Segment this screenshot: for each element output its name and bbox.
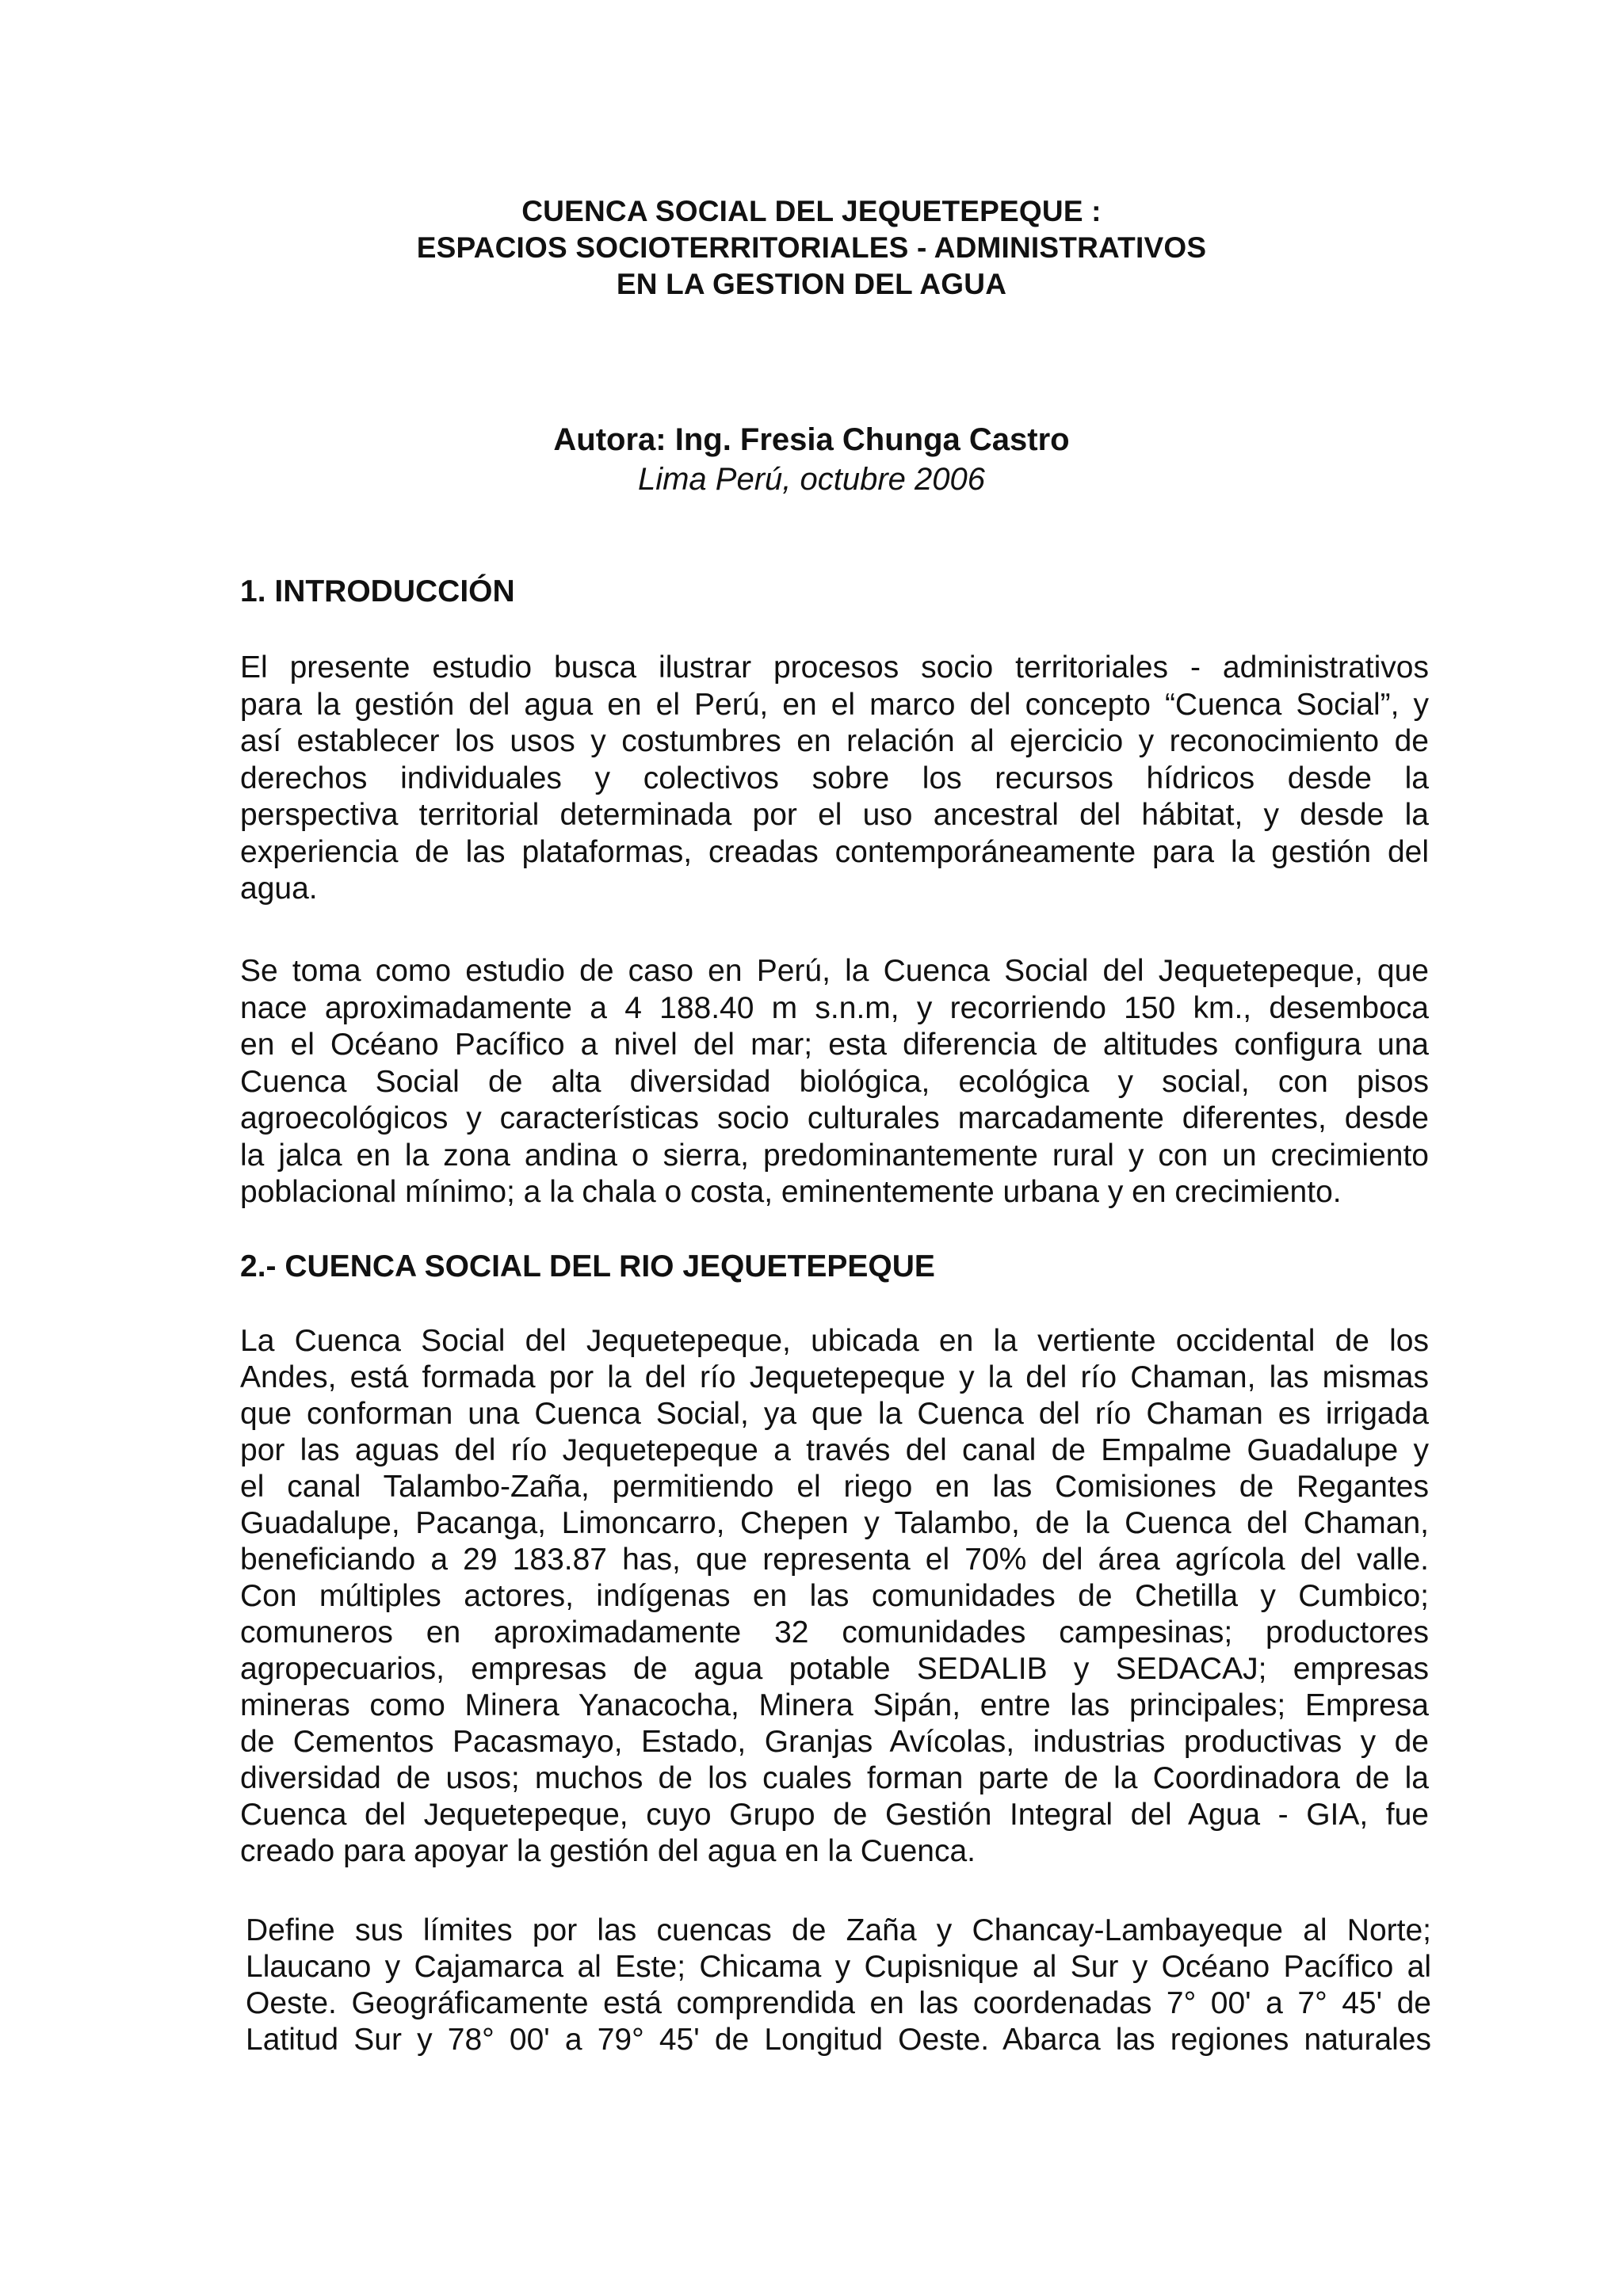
text-line: comuneros en aproximadamente 32 comunidades campesinas; productores	[240, 1615, 1429, 1650]
text-line: diversidad de usos; muchos de los cuales forman parte de la Coordinadora de la	[240, 1761, 1429, 1795]
section-heading-cuenca-social: 2.- CUENCA SOCIAL DEL RIO JEQUETEPEQUE	[240, 1249, 935, 1283]
text-line: Cuenca Social de alta diversidad biológica, ecológica y social, con pisos	[240, 1064, 1429, 1099]
text-line: Guadalupe, Pacanga, Limoncarro, Chepen y Talambo, de la Cuenca del Chaman,	[240, 1506, 1429, 1540]
text-line: el canal Talambo-Zaña, permitiendo el riego en las Comisiones de Regantes	[240, 1470, 1429, 1504]
text-line: Define sus límites por las cuencas de Zaña y Chancay-Lambayeque al Norte;	[246, 1913, 1431, 1947]
paragraph	[240, 650, 1429, 908]
text-line: beneficiando a 29 183.87 has, que representa el 70% del área agrícola del valle.	[240, 1543, 1429, 1577]
text-line: Se toma como estudio de caso en Perú, la Cuenca Social del Jequetepeque, que	[240, 954, 1429, 988]
text-line: creado para apoyar la gestión del agua en la Cuenca.	[240, 1834, 976, 1868]
text-line: La Cuenca Social del Jequetepeque, ubicada en la vertiente occidental de los	[240, 1324, 1429, 1358]
text-line: experiencia de las plataformas, creadas contemporáneamente para la gestión del	[240, 834, 1429, 869]
text-line: Latitud Sur y 78° 00' a 79° 45' de Longitud Oeste. Abarca las regiones naturales	[246, 2023, 1431, 2057]
text-line: Llaucano y Cajamarca al Este; Chicama y Cupisnique al Sur y Océano Pacífico al	[246, 1950, 1431, 1984]
text-line: derechos individuales y colectivos sobre los recursos hídricos desde la	[240, 761, 1429, 795]
title-line: ESPACIOS SOCIOTERRITORIALES - ADMINISTRATIVOS	[416, 231, 1207, 264]
paragraph	[240, 953, 1429, 1211]
author-name: Autora: Ing. Fresia Chunga Castro	[553, 422, 1070, 457]
author-block	[0, 420, 1623, 499]
text-line: la jalca en la zona andina o sierra, predominantemente rural y con un crecimiento	[240, 1138, 1429, 1173]
text-line: mineras como Minera Yanacocha, Minera Sipán, entre las principales; Empresa	[240, 1688, 1429, 1722]
text-line: para la gestión del agua en el Perú, en el marco del concepto “Cuenca Social”, y	[240, 687, 1429, 722]
text-line: Cuenca del Jequetepeque, cuyo Grupo de Gestión Integral del Agua - GIA, fue	[240, 1798, 1429, 1832]
text-line: agropecuarios, empresas de agua potable SEDALIB y SEDACAJ; empresas	[240, 1652, 1429, 1686]
text-line: en el Océano Pacífico a nivel del mar; esta diferencia de altitudes configura una	[240, 1028, 1429, 1062]
text-line: El presente estudio busca ilustrar procesos socio territoriales - administrativos	[240, 650, 1429, 685]
title-line: CUENCA SOCIAL DEL JEQUETEPEQUE :	[521, 195, 1102, 227]
document-title	[0, 193, 1623, 303]
author-place-date: Lima Perú, octubre 2006	[637, 462, 986, 497]
text-line: por las aguas del río Jequetepeque a través del canal de Empalme Guadalupe y	[240, 1433, 1429, 1467]
text-line: nace aproximadamente a 4 188.40 m s.n.m, y recorriendo 150 km., desemboca	[240, 990, 1429, 1025]
paragraph	[240, 1323, 1429, 1870]
text-line: Oeste. Geográficamente está comprendida en las coordenadas 7° 00' a 7° 45' de	[246, 1986, 1431, 2020]
text-line: Andes, está formada por la del río Jequetepeque y la del río Chaman, las mismas	[240, 1360, 1429, 1394]
text-line: que conforman una Cuenca Social, ya que la Cuenca del río Chaman es irrigada	[240, 1397, 1429, 1431]
text-line: agroecológicos y características socio culturales marcadamente diferentes, desde	[240, 1101, 1429, 1135]
text-line: agua.	[240, 871, 318, 906]
text-line: de Cementos Pacasmayo, Estado, Granjas Avícolas, industrias productivas y de	[240, 1725, 1429, 1759]
paragraph	[246, 1913, 1431, 2058]
text-line: Con múltiples actores, indígenas en las comunidades de Chetilla y Cumbico;	[240, 1579, 1429, 1613]
title-line: EN LA GESTION DEL AGUA	[616, 268, 1007, 300]
text-line: así establecer los usos y costumbres en relación al ejercicio y reconocimiento de	[240, 724, 1429, 758]
text-line: perspectiva territorial determinada por el uso ancestral del hábitat, y desde la	[240, 798, 1429, 832]
section-heading-introduccion: 1. INTRODUCCIÓN	[240, 574, 515, 608]
text-line: poblacional mínimo; a la chala o costa, eminentemente urbana y en crecimiento.	[240, 1175, 1342, 1209]
